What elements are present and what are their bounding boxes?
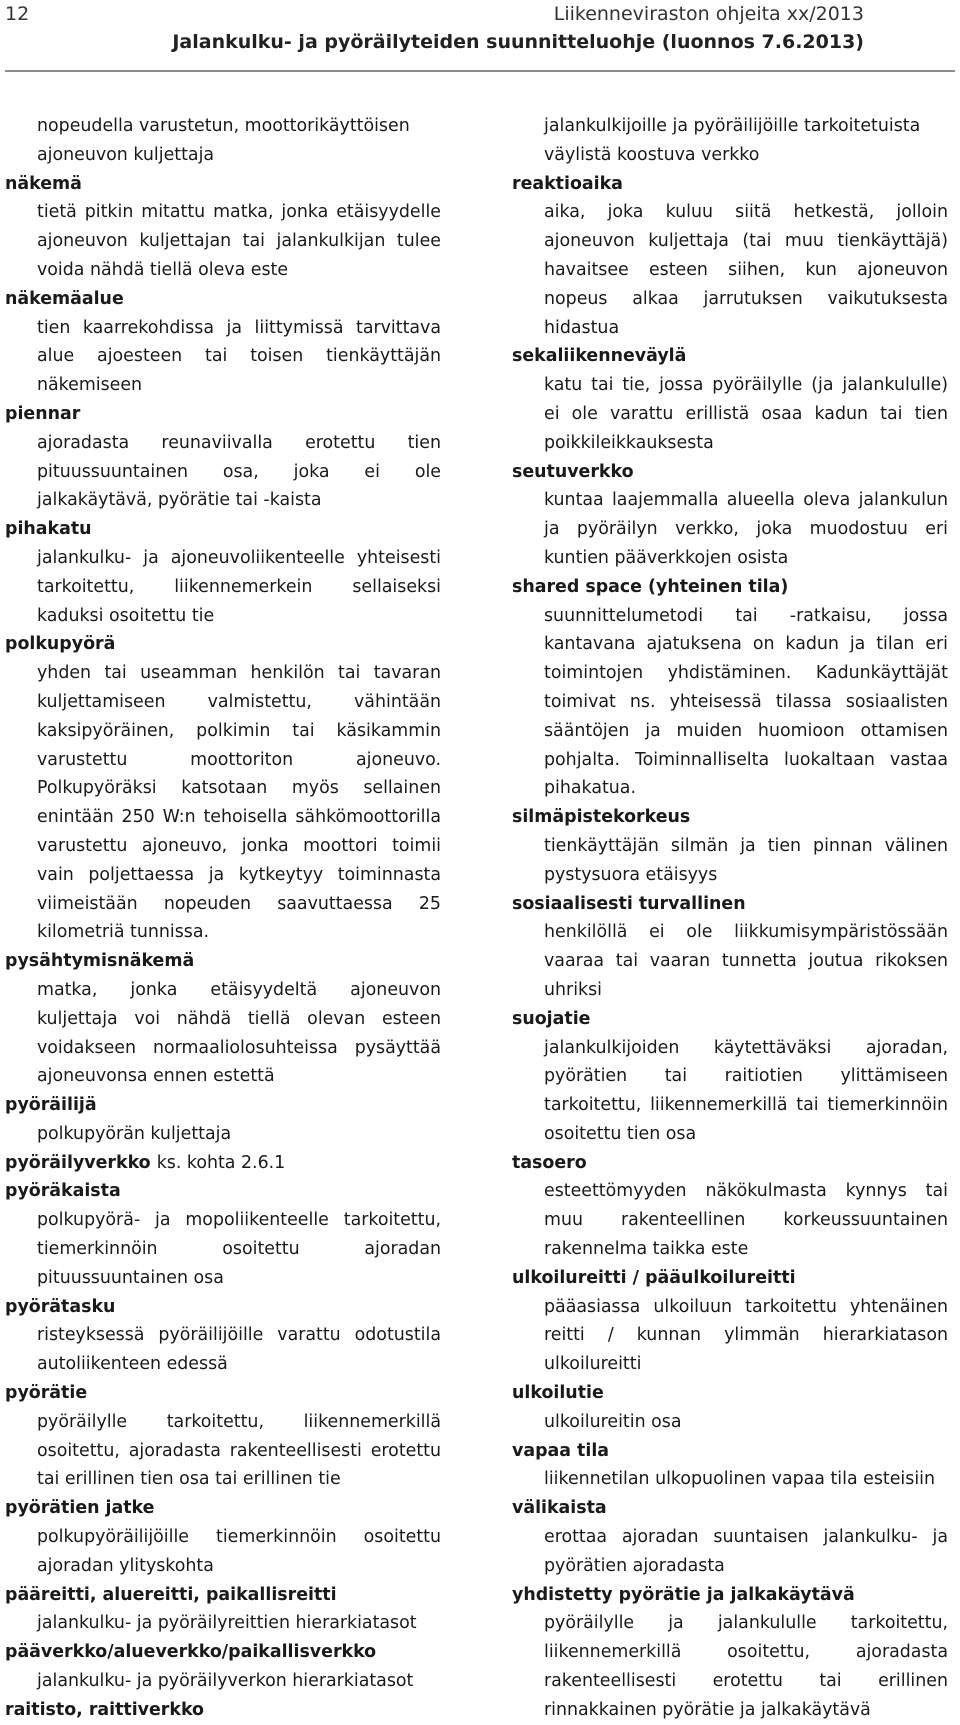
glossary-entry (5, 170, 441, 285)
glossary-entry (5, 1379, 441, 1494)
term-text: pyöräilijä (5, 1095, 97, 1116)
term-text: raitisto, raittiverkko (5, 1699, 204, 1720)
glossary-definition: risteyksessä pyöräilijöille varattu odotustila autoliikenteen edessä (37, 1325, 441, 1375)
glossary-term (512, 458, 948, 487)
glossary-entry (512, 1581, 948, 1725)
glossary-definition: ulkoilureitin osa (544, 1411, 682, 1432)
glossary-entry (512, 342, 948, 457)
glossary-definition: polkupyöräilijöille tiemerkinnöin osoitettu ajoradan ylityskohta (37, 1527, 441, 1576)
glossary-definition: suunnittelumetodi tai -ratkaisu, jossa kantavana ajatuksena on kadun ja tilan eri toimintojen yhdistäminen. Kadunkäyttäjät toimivat ns. yhteisessä tilassa sosiaalisten sääntöjen ja muiden huomioon ottamisen pohjalta. Toiminnalliselta luokaltaan vastaa pihakatua. (544, 605, 948, 799)
glossary-term (512, 1264, 948, 1293)
glossary-definition: henkilöllä ei ole liikkumisympäristössään vaaraa tai vaaran tunnetta joutua rikoksen uhriksi (544, 922, 948, 1000)
glossary-entry (5, 1177, 441, 1292)
continued-definition: nopeudella varustetun, moottorikäyttöisen ajoneuvon kuljettaja (37, 116, 410, 165)
glossary-entry (512, 1149, 948, 1264)
glossary-term (5, 170, 441, 199)
glossary-definition: erottaa ajoradan suuntaisen jalankulku- ja pyörätien ajoradasta (544, 1527, 948, 1576)
term-text: pyörätasku (5, 1296, 116, 1317)
term-text: näkemäalue (5, 288, 124, 309)
glossary-term (5, 400, 441, 429)
glossary-definition: jalankulku- ja ajoneuvoliikenteelle yhteisesti tarkoitettu, liikennemerkein sellaiseksi kaduksi osoitettu tie (37, 547, 441, 626)
term-text: sosiaalisesti turvallinen (512, 893, 746, 914)
glossary-entry (512, 1379, 948, 1437)
glossary-definition: yhden tai useamman henkilön tai tavaran kuljettamiseen valmistettu, vähintään kaksipyöräinen, polkimin tai käsikammin varustettu moottoriton ajoneuvo. Polkupyöräksi katsotaan myös sellainen enintään 250 W:n tehoisella sähkömoottorilla varustettu ajoneuvo, jonka moottori toimii vain poljettaessa ja kytkeytyy toiminnasta viimeistään nopeuden saavuttaessa 25 kilometriä tunnissa. (37, 663, 441, 943)
glossary-term (512, 1581, 948, 1610)
glossary-definition: pyöräilylle ja jalankululle tarkoitettu, liikennemerkillä osoitettu, ajoradasta rakenteellisesti erotettu tai erillinen rinnakkainen pyörätie ja jalkakäytävä (544, 1613, 948, 1720)
glossary-entry (512, 803, 948, 889)
glossary-term (5, 1494, 441, 1523)
glossary-term (5, 285, 441, 314)
glossary-definition: tienkäyttäjän silmän ja tien pinnan välinen pystysuora etäisyys (544, 835, 948, 885)
term-text: pyöräilyverkko (5, 1152, 151, 1173)
right-entries (512, 170, 948, 1725)
glossary-definition: pääasiassa ulkoiluun tarkoitettu yhtenäinen reitti / kunnan ylimmän hierarkiatason ulkoilureitti (544, 1296, 948, 1375)
glossary-entry (512, 573, 948, 803)
term-text: silmäpistekorkeus (512, 807, 691, 828)
glossary-entry (512, 890, 948, 1005)
glossary-term (512, 1149, 948, 1178)
glossary-term (5, 1091, 441, 1120)
glossary-entry (5, 400, 441, 515)
glossary-term (512, 573, 948, 602)
term-text: yhdistetty pyörätie ja jalkakäytävä (512, 1584, 855, 1605)
page-header (0, 0, 960, 72)
glossary-definition: matka, jonka etäisyydeltä ajoneuvon kuljettaja voi nähdä tiellä olevan esteen voidakseen normaaliolosuhteissa pysäyttää ajoneuvonsa ennen estettä (37, 979, 441, 1087)
term-reference: ks. kohta 2.6.1 (156, 1152, 286, 1173)
glossary-term (512, 1437, 948, 1466)
term-text: näkemä (5, 173, 82, 194)
glossary-entry (5, 1638, 441, 1696)
term-text: pyörätien jatke (5, 1498, 155, 1519)
glossary-term (5, 630, 441, 659)
glossary-term (5, 1638, 441, 1667)
glossary-term (5, 1696, 441, 1725)
glossary-term (5, 1379, 441, 1408)
glossary-entry (5, 1494, 441, 1580)
glossary-definition: jalankulkijoiden käytettäväksi ajoradan, pyörätien tai raitiotien ylittämiseen tarkoitettu, liikennemerkillä tai tiemerkinnöin osoitettu tien osa (544, 1037, 948, 1144)
term-text: ulkoilutie (512, 1383, 604, 1404)
glossary-term (5, 1149, 441, 1178)
term-text: tasoero (512, 1152, 587, 1173)
glossary-definition: ajoradasta reunaviivalla erotettu tien pituussuuntainen osa, joka ei ole jalkakäytävä, pyörätie tai -kaista (37, 432, 441, 511)
glossary-right-column (512, 112, 948, 1725)
glossary-definition: kuntaa laajemmalla alueella oleva jalankulun ja pyöräilyn verkko, joka muodostuu eri kuntien pääverkkojen osista (544, 490, 948, 568)
term-text: pysähtymisnäkemä (5, 951, 195, 972)
glossary-term (5, 1581, 441, 1610)
glossary-definition: aika, joka kuluu siitä hetkestä, jolloin ajoneuvon kuljettaja (tai muu tienkäyttäjä) havaitsee esteen siihen, kun ajoneuvon nopeus alkaa jarrutuksen vaikutuksesta hidastua (544, 202, 948, 338)
term-text: ulkoilureitti / pääulkoilureitti (512, 1267, 796, 1288)
glossary-entry (5, 1149, 441, 1178)
glossary-entry (512, 1264, 948, 1379)
glossary-entry (5, 515, 441, 630)
glossary-definition: jalankulku- ja pyöräilyreittien hierarkiatasot (37, 1613, 417, 1634)
glossary-term (512, 170, 948, 199)
term-text: reaktioaika (512, 173, 623, 194)
term-text: polkupyörä (5, 634, 116, 655)
glossary-entry (5, 1091, 441, 1149)
glossary-term (512, 1379, 948, 1408)
page-number: 12 (5, 3, 30, 25)
term-text: pihakatu (5, 519, 92, 540)
glossary-term (5, 1293, 441, 1322)
term-text: vapaa tila (512, 1440, 610, 1461)
document-subtitle: Jalankulku- ja pyöräilyteiden suunnitteluohje (luonnos 7.6.2013) (172, 31, 864, 53)
glossary-term (5, 1177, 441, 1206)
header-divider (5, 70, 955, 72)
glossary-definition: liikennetilan ulkopuolinen vapaa tila esteisiin (544, 1469, 936, 1490)
glossary-entry (5, 947, 441, 1091)
term-text: pyöräkaista (5, 1181, 121, 1202)
term-text: suojatie (512, 1008, 591, 1029)
term-text: sekaliikenneväylä (512, 346, 687, 367)
term-text: pääverkko/alueverkko/paikallisverkko (5, 1642, 377, 1663)
term-text: piennar (5, 403, 81, 424)
glossary-left-column (5, 112, 441, 1725)
glossary-entry (5, 1293, 441, 1379)
glossary-definition: esteettömyyden näkökulmasta kynnys tai muu rakenteellinen korkeussuuntainen rakennelma taikka este (544, 1181, 948, 1260)
glossary-term (5, 947, 441, 976)
term-text: pääreitti, aluereitti, paikallisreitti (5, 1584, 337, 1605)
term-text: välikaista (512, 1498, 607, 1519)
glossary-term (512, 1005, 948, 1034)
glossary-entry (512, 1005, 948, 1149)
left-entries (5, 170, 441, 1725)
glossary-definition: tietä pitkin mitattu matka, jonka etäisyydelle ajoneuvon kuljettajan tai jalankulkijan tulee voida nähdä tiellä oleva este (37, 202, 441, 280)
glossary-definition: polkupyörä- ja mopoliikenteelle tarkoitettu, tiemerkinnöin osoitettu ajoradan pituussuuntainen osa (37, 1210, 441, 1288)
glossary-entry (512, 170, 948, 343)
glossary-definition: tien kaarrekohdissa ja liittymissä tarvittava alue ajoesteen tai toisen tienkäyttäjän näkemiseen (37, 317, 441, 396)
glossary-entry (512, 1494, 948, 1580)
glossary-term (512, 1494, 948, 1523)
glossary-term (5, 515, 441, 544)
glossary-entry (5, 1581, 441, 1639)
glossary-entry (512, 1437, 948, 1495)
glossary-term (512, 342, 948, 371)
term-text: shared space (yhteinen tila) (512, 576, 789, 597)
glossary-definition: katu tai tie, jossa pyöräilylle (ja jalankululle) ei ole varattu erillistä osaa kadun tai tien poikkileikkauksesta (544, 375, 948, 453)
glossary-definition: pyöräilylle tarkoitettu, liikennemerkillä osoitettu, ajoradasta rakenteellisesti erotettu tai erillinen tien osa tai erillinen tie (37, 1411, 441, 1490)
glossary-term (512, 890, 948, 919)
term-text: seutuverkko (512, 461, 634, 482)
publication-title: Liikenneviraston ohjeita xx/2013 (553, 3, 864, 25)
glossary-entry (512, 458, 948, 573)
continued-definition: jalankulkijoille ja pyöräilijöille tarkoitetuista väylistä koostuva verkko (544, 116, 921, 165)
glossary-entry (5, 630, 441, 947)
term-text: pyörätie (5, 1383, 88, 1404)
glossary-entry (5, 285, 441, 400)
glossary-term (512, 803, 948, 832)
glossary-entry (5, 1696, 441, 1725)
glossary-definition: jalankulku- ja pyöräilyverkon hierarkiatasot (37, 1671, 414, 1692)
glossary-definition: polkupyörän kuljettaja (37, 1123, 232, 1144)
